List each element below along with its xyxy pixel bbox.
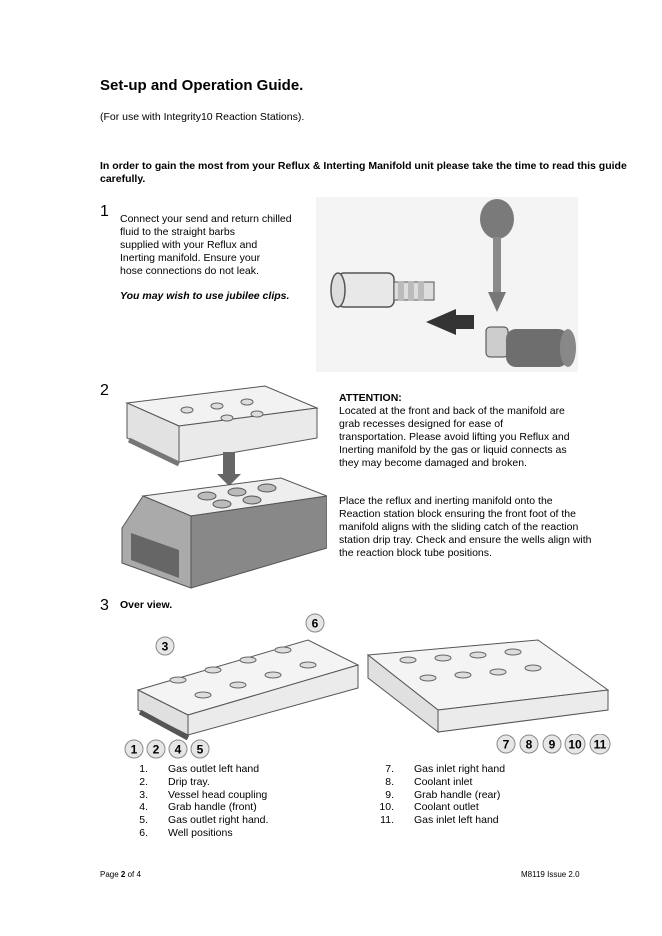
step-1-line: Connect your send and return chilled [120,213,292,225]
legend-item: 8. Coolant inlet [385,775,473,788]
callout-6-wrap [305,613,327,640]
intro-text: In order to gain the most from your Reflux & Interting Manifold unit please take the time to read this guide carefully. [100,160,627,185]
step-1-line: Inerting manifold. Ensure your [120,252,261,264]
page-subtitle: (For use with Integrity10 Reaction Stations). [100,111,305,123]
callout-2: 2 [152,742,160,757]
attention-line: they may become damaged and broken. [339,457,527,469]
placement-line: station drip tray. Check and ensure the wells align with [339,534,592,546]
legend-item: 5. Gas outlet right hand. [139,814,269,827]
callout-group-right [496,734,612,761]
step-1-line: supplied with your Reflux and [120,239,258,251]
callout-11: 11 [593,737,607,752]
legend-item: 4. Grab handle (front) [139,801,257,814]
document-reference: M8119 Issue 2.0 [521,870,580,879]
legend-item: 10. Coolant outlet [379,801,479,814]
legend-item: 11. Gas inlet left hand [380,814,499,827]
legend-right [366,763,505,827]
attention-line: Inerting manifold by the gas or liquid connects as [339,444,567,456]
step-1-number: 1 [100,203,109,220]
callout-10: 10 [568,737,582,752]
legend-item: 9. Grab handle (rear) [385,788,501,801]
step-2-attention [339,392,619,470]
callout-7: 7 [502,737,510,752]
callout-1: 1 [130,742,138,757]
hose-barb-illustration [316,197,578,372]
step-3-number: 3 [100,597,109,614]
legend-item: 3. Vessel head coupling [139,788,268,801]
legend-item: 6. Well positions [139,826,233,839]
callout-9: 9 [548,737,556,752]
placement-line: Place the reflux and inerting manifold onto the [339,495,553,507]
callout-8: 8 [525,737,533,752]
legend-item: 7. Gas inlet right hand [385,763,506,775]
callout-6: 6 [311,616,319,631]
attention-line: Located at the front and back of the manifold are [339,405,565,417]
step-1-text [120,213,320,278]
callout-3: 3 [161,639,169,654]
callout-3-wrap [155,636,177,663]
legend-left [120,763,268,840]
callout-group-left [124,739,224,766]
attention-line: transportation. Please avoid lifting you Reflux and [339,431,570,443]
legend-item: 1. Gas outlet left hand [139,763,260,775]
step-1-note: You may wish to use jubilee clips. [120,290,290,302]
attention-heading: ATTENTION: [339,392,402,404]
attention-line: grab recesses designed for ease of [339,418,504,430]
step-3-heading: Over view. [120,599,173,611]
step-2-number: 2 [100,382,109,399]
page-title: Set-up and Operation Guide. [100,77,304,94]
manifold-placement-illustration [117,378,327,590]
callout-4: 4 [174,742,182,757]
step-2-placement [339,495,624,560]
placement-line: Reaction station block ensuring the front foot of the [339,508,576,520]
legend-item: 2. Drip tray. [139,775,210,788]
page-number: Page 2 of 4 [100,870,141,879]
step-1-line: hose connections do not leak. [120,265,259,277]
placement-line: manifold aligns with the sliding catch of the reaction [339,521,579,533]
callout-5: 5 [196,742,204,757]
step-1-line: fluid to the straight barbs [120,226,235,238]
placement-line: the reaction block tube positions. [339,547,492,559]
